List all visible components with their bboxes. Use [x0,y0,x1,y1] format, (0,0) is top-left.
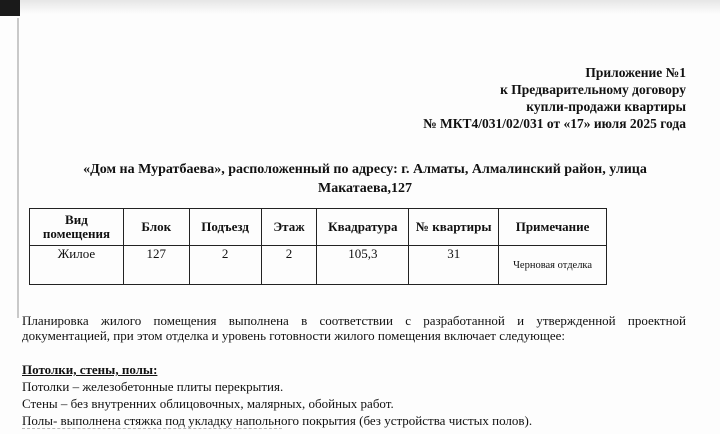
table-cell: 127 [123,246,189,285]
table-header-cell: Квадратура [317,209,409,246]
table-header-cell: Примечание [499,209,607,246]
table-cell: 2 [261,246,317,285]
table-header-cell: № квартиры [409,209,499,246]
table-cell: 105,3 [317,246,409,285]
appendix-number: Приложение №1 [585,65,686,80]
appendix-contract-type: купли-продажи квартиры [526,99,686,114]
table-cell: 31 [409,246,499,285]
table-row [30,246,607,285]
table-header-cell: Этаж [261,209,317,246]
document-title [40,160,690,198]
table-header-cell: Блок [123,209,189,246]
appendix-contract-ref: к Предварительному договору [500,82,686,97]
title-line-2: Макатаева,127 [317,181,413,196]
property-table [29,208,607,285]
section-heading: Потолки, стены, полы: [22,362,158,377]
list-item: Полы- выполнена стяжка под укладку напольного покрытия (без устройства чистых полов). [22,413,533,428]
list-item: Потолки – железобетонные плиты перекрытия. [22,379,284,394]
scan-left-edge [17,18,19,318]
table-header-cell: Вид помещения [30,209,124,246]
title-line-1: «Дом на Муратбаева», расположенный по адресу: г. Алматы, Алмалинский район, улица [83,162,647,177]
intro-paragraph: Планировка жилого помещения выполнена в соответствии с разработанной и утвержденной проектной документацией, при этом отделка и уровень готовности жилого помещения включает следующее: [22,313,686,343]
scan-corner-mark [0,0,20,16]
table-cell: Жилое [30,246,124,285]
scan-top-shadow [0,0,720,14]
table-cell-note: Черновая отделка [499,246,607,285]
list-item: Стены – без внутренних облицовочных, малярных, обойных работ. [22,396,394,411]
table-cell: 2 [189,246,261,285]
appendix-header [423,64,686,132]
table-header-cell: Подъезд [189,209,261,246]
table-header-row [30,209,607,246]
appendix-contract-number: № МКТ4/031/02/031 от «17» июля 2025 года [423,116,686,131]
